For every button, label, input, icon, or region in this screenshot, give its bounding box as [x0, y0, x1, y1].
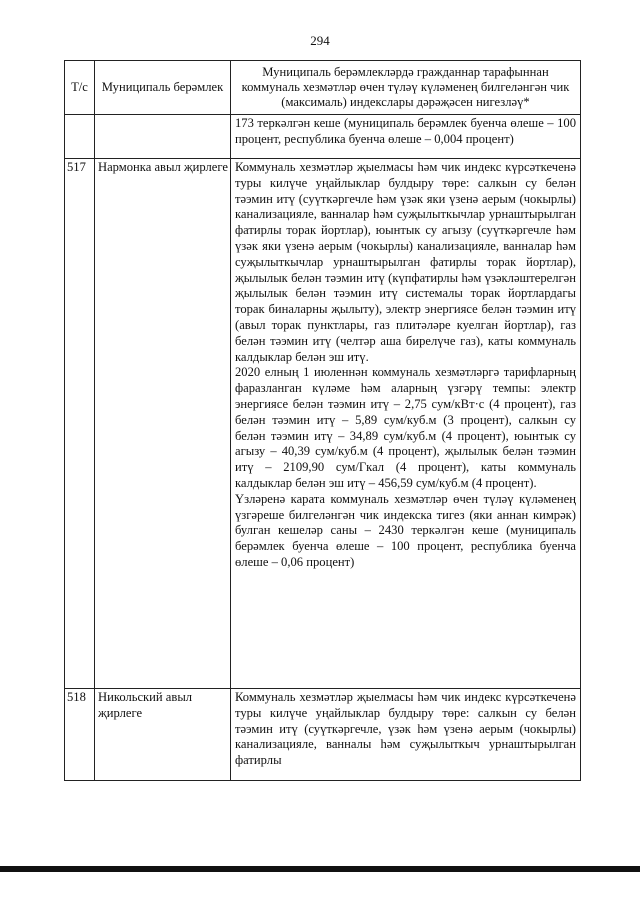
justification-paragraph: 173 теркәлгән кеше (муниципаль берәмлек буенча өлеше – 100 процент, республика буенча өлеше – 0,004 процент)	[235, 116, 576, 146]
table-row	[65, 689, 581, 781]
row-municipality	[95, 115, 231, 159]
table-row	[65, 115, 581, 159]
justification-paragraph: 2020 елның 1 июленнән коммуналь хезмәтләргә тарифларның фаразланган күләме һәм аларның үзгәрү темпы: электр энергиясе белән тәэмин итү – 2,75 сум/кВт·с (4 процент), газ белән тәэмин итү – 5,89 сум/куб.м (3 процент), салкын су белән тәэмин итү – 34,89 сум/куб.м (4 процент), юынтык су агызу – 40,39 сум/куб.м (4 процент), җылылык белән тәэмин итү – 2109,90 сум/Гкал (4 процент), каты коммуналь калдыклар белән эш итү – 456,59 сум/куб.м (4 процент).	[235, 365, 576, 490]
row-justification	[231, 115, 581, 159]
justification-paragraph: Коммуналь хезмәтләр җыелмасы һәм чик индекс күрсәткеченә туры килүче уңайлыклар булдыру төре: салкын су белән тәэмин итү (суүткәргечле, үзәк һәм үзенә аерым (чокырлы) канализацияле, ванналы һәм суҗылыткыч урнаштырылган фатирлы	[235, 690, 576, 768]
header-number: Т/с	[65, 61, 95, 115]
row-number: 517	[65, 159, 95, 689]
row-justification	[231, 689, 581, 781]
row-municipality: Нармонка авыл җирлеге	[95, 159, 231, 689]
scan-edge-divider	[0, 866, 640, 872]
justification-paragraph: Коммуналь хезмәтләр җыелмасы һәм чик индекс күрсәткеченә туры килүче уңайлыклар булдыру төре: салкын су белән тәэмин итү (суүткәргечле һәм үзәк яки үзенә аерым (чокырлы) канализацияле, ванналар һәм суҗылыткычлар урнаштырылган фатирлы торак йортлар), юынтык су агызу (суүткәргечле һәм үзәк яки үзенә аерым (чокырлы) канализацияле, ванналар һәм суҗылыткычлар урнаштырылган фатирлы торак йортлар), җылылык белән тәэмин итү (күпфатирлы һәм үзәкләштерелгән җылылык белән тәэмин итү системалы торак йортлардагы торак биналарны җылыту), электр энергиясе белән тәэмин итү (авыл торак пунктлары, газ плитәләре куелган йортлар), газ белән тәэмин итү (челтәр аша бирелүче газ), каты коммуналь калдыклар белән эш итү.	[235, 160, 576, 364]
page-number: 294	[310, 33, 330, 48]
row-number: 518	[65, 689, 95, 781]
header-index-justification: Муниципаль берәмлекләрдә гражданнар тарафыннан коммуналь хезмәтләр өчен түләү күләменең билгеләнгән чик (максималь) индекслары дәрәҗәсен нигезләү*	[231, 61, 581, 115]
row-justification	[231, 159, 581, 689]
row-number	[65, 115, 95, 159]
tariff-index-table	[64, 60, 581, 781]
row-municipality: Никольский авыл җирлеге	[95, 689, 231, 781]
header-municipality: Муниципаль берәмлек	[95, 61, 231, 115]
table-header-row	[65, 61, 581, 115]
table-row	[65, 159, 581, 689]
justification-paragraph: Үзләренә карата коммуналь хезмәтләр өчен түләү күләменең үзгәреше билгеләнгән чик индекска тигез (яки аннан кимрәк) булган кешеләр саны – 2430 теркәлгән кеше (муниципаль берәмлек буенча өлеше – 100 процент, республика буенча өлеше – 0,06 процент)	[235, 491, 576, 569]
